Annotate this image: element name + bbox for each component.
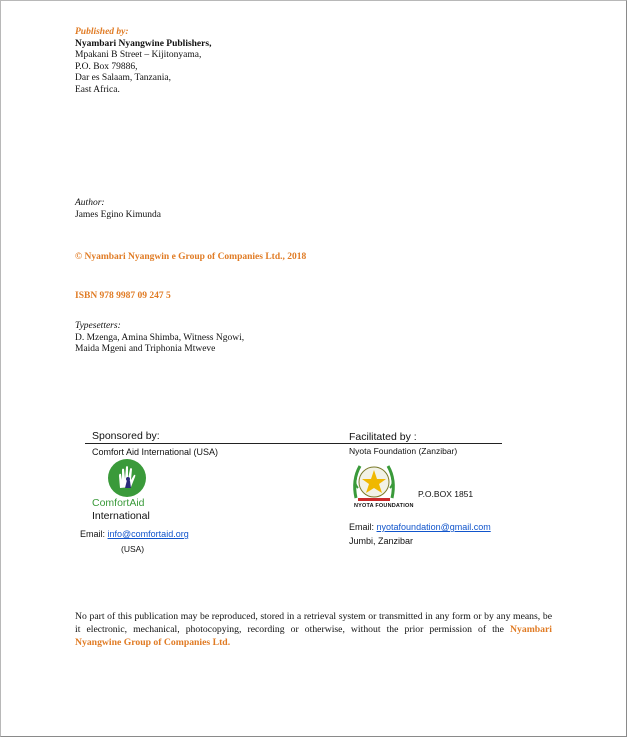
sponsor-country: (USA) (121, 544, 145, 554)
publisher-address-line: Mpakani B Street – Kijitonyama, (75, 50, 202, 61)
nyota-logo-text: NYOTA FOUNDATION (354, 503, 414, 509)
copyright-notice: © Nyambari Nyangwin e Group of Companies Ltd., 2018 (75, 252, 307, 262)
publisher-address-line: Dar es Salaam, Tanzania, (75, 73, 171, 84)
publisher-block (75, 27, 211, 97)
sponsor-email-link[interactable]: info@comfortaid.org (107, 529, 189, 539)
facilitator-email-row (349, 522, 491, 532)
sponsored-by-heading: Sponsored by: (92, 430, 160, 442)
published-by-heading: Published by: (75, 27, 129, 37)
copyright-legal-notice (75, 610, 552, 650)
author-heading: Author: (75, 198, 105, 208)
publisher-address-line: P.O. Box 79886, (75, 61, 138, 72)
facilitated-by-heading: Facilitated by : (349, 431, 417, 443)
isbn: ISBN 978 9987 09 247 5 (75, 291, 171, 301)
facilitator-org: Nyota Foundation (Zanzibar) (349, 446, 458, 456)
comfortaid-logo-subtext: International (92, 510, 150, 522)
comfortaid-logo-text: ComfortAid (92, 497, 145, 509)
facilitator-city: Jumbi, Zanzibar (349, 536, 414, 546)
facilitator-email-link[interactable]: nyotafoundation@gmail.com (376, 522, 491, 532)
author-name: James Egino Kimunda (75, 209, 162, 220)
legal-text: No part of this publication may be reproduced, stored in a retrieval system or transmitted in any form or by any means, be it electronic, mechanical, photocopying, recording or otherwise, without the prior permission of the (75, 611, 552, 636)
sponsor-org: Comfort Aid International (USA) (92, 447, 219, 457)
sponsor-divider (85, 443, 502, 444)
comfortaid-logo-icon (107, 458, 147, 498)
legal-company-name: Nyambari Nyangwine Group of Companies Ltd. (75, 624, 552, 649)
publisher-address-line: East Africa. (75, 84, 120, 95)
author-block (75, 198, 161, 221)
facilitator-email-label: Email: (349, 522, 375, 532)
sponsor-email-label: Email: (80, 529, 106, 539)
sponsor-email-row (80, 529, 189, 539)
typesetters-heading: Typesetters: (75, 321, 121, 331)
typesetters-line: D. Mzenga, Amina Shimba, Witness Ngowi, (75, 332, 245, 343)
typesetters-block (75, 321, 244, 356)
publisher-name: Nyambari Nyangwine Publishers, (75, 38, 212, 49)
facilitator-pobox: P.O.BOX 1851 (418, 489, 474, 499)
typesetters-line: Maida Mgeni and Triphonia Mtweve (75, 344, 216, 355)
